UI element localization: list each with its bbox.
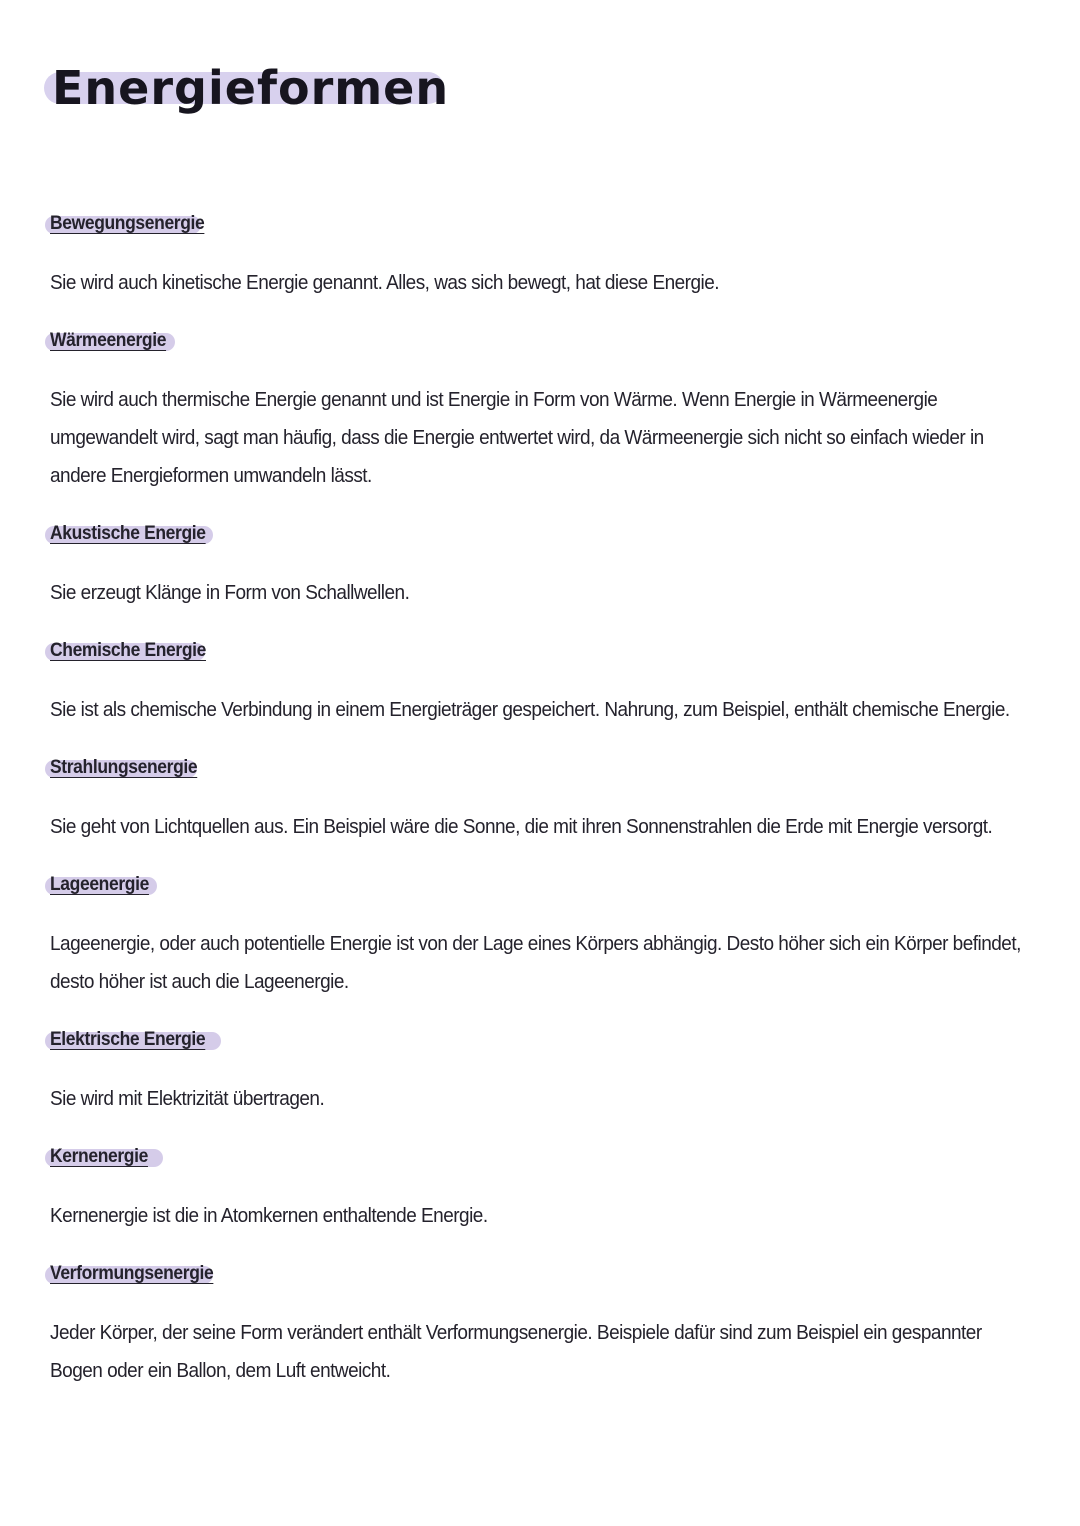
section-verformungsenergie: [50, 1254, 1040, 1409]
section-text: Sie wird mit Elektrizität übertragen.: [50, 1088, 325, 1110]
section-kernenergie: [50, 1137, 1040, 1254]
section-akustische-energie: [50, 514, 1040, 631]
section-heading-wrap: [50, 1137, 1040, 1177]
section-heading: Chemische Energie: [50, 640, 206, 661]
section-heading: Bewegungsenergie: [50, 213, 205, 234]
section-text: Sie erzeugt Klänge in Form von Schallwellen.: [50, 582, 410, 604]
section-heading: Kernenergie: [50, 1146, 148, 1167]
section-text: Sie geht von Lichtquellen aus. Ein Beispiel wäre die Sonne, die mit ihren Sonnenstrahlen die Erde mit Energie versorgt.: [50, 816, 993, 838]
section-text: Kernenergie ist die in Atomkernen enthaltende Energie.: [50, 1205, 488, 1227]
section-heading-wrap: [50, 1254, 1040, 1294]
section-heading-wrap: [50, 204, 1040, 244]
section-heading-wrap: [50, 321, 1040, 361]
section-heading-wrap: [50, 748, 1040, 788]
section-heading: Akustische Energie: [50, 523, 206, 544]
section-heading: Verformungsenergie: [50, 1263, 214, 1284]
section-heading: Elektrische Energie: [50, 1029, 206, 1050]
section-text: Sie wird auch thermische Energie genannt und ist Energie in Form von Wärme. Wenn Energie in Wärmeenergie umgewandelt wird, sagt man häufig, dass die Energie entwertet wird, da Wärmeenergie sich nicht so einfach wieder in andere Energieformen umwandeln lässt.: [50, 389, 984, 487]
section-heading-wrap: [50, 631, 1040, 671]
section-heading: Lageenergie: [50, 874, 149, 895]
document-content: [50, 204, 1040, 1409]
section-text: Jeder Körper, der seine Form verändert enthält Verformungsenergie. Beispiele dafür sind zum Beispiel ein gespannter Bogen oder ein Ballon, dem Luft entweicht.: [50, 1322, 982, 1382]
section-lageenergie: [50, 865, 1040, 1020]
section-waermeenergie: [50, 321, 1040, 514]
section-elektrische-energie: [50, 1020, 1040, 1137]
section-text: Sie wird auch kinetische Energie genannt. Alles, was sich bewegt, hat diese Energie.: [50, 272, 720, 294]
section-heading-wrap: [50, 514, 1040, 554]
section-bewegungsenergie: [50, 204, 1040, 321]
section-heading-wrap: [50, 865, 1040, 905]
section-chemische-energie: [50, 631, 1040, 748]
page-title-area: [44, 52, 464, 124]
section-heading-wrap: [50, 1020, 1040, 1060]
page-title: Energieformen: [52, 61, 450, 115]
section-heading: Wärmeenergie: [50, 330, 167, 351]
section-text: Lageenergie, oder auch potentielle Energie ist von der Lage eines Körpers abhängig. Desto höher sich ein Körper befindet, desto höher ist auch die Lageenergie.: [50, 933, 1021, 993]
section-heading: Strahlungsenergie: [50, 757, 198, 778]
section-strahlungsenergie: [50, 748, 1040, 865]
section-text: Sie ist als chemische Verbindung in einem Energieträger gespeichert. Nahrung, zum Beispiel, enthält chemische Energie.: [50, 699, 1010, 721]
